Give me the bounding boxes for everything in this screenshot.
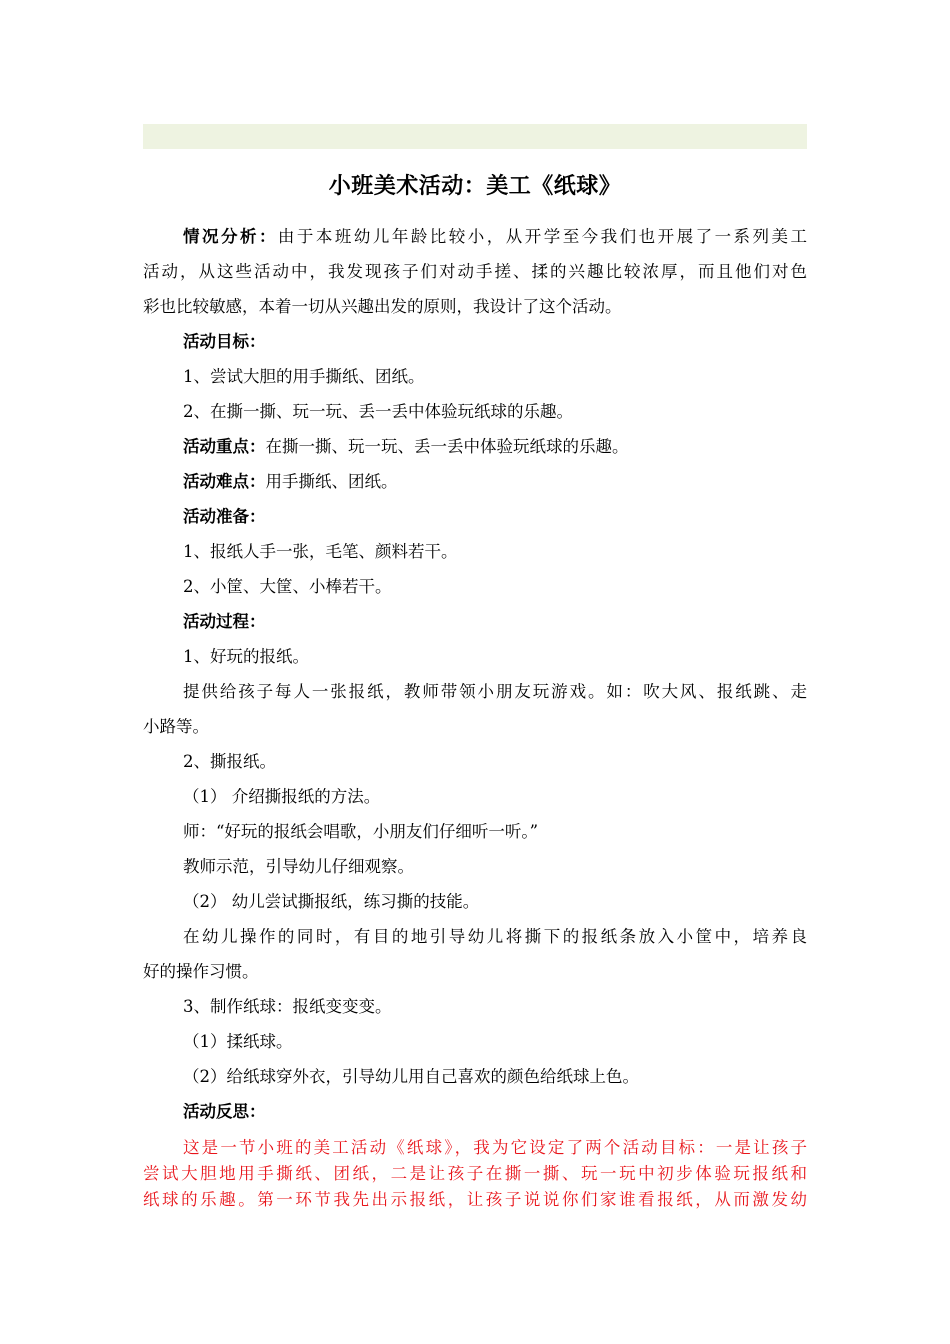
reflection-line-3: 纸球的乐趣。第一环节我先出示报纸，让孩子说说你们家谁看报纸，从而激发幼 [143, 1190, 807, 1209]
analysis-text-1: 由于本班幼儿年龄比较小，从开学至今我们也开展了一系列美工 [277, 227, 807, 246]
step-3-2: （2）给纸球穿外衣，引导幼儿用自己喜欢的颜色给纸球上色。 [183, 1067, 639, 1086]
process-heading: 活动过程： [183, 612, 266, 631]
step-1-desc-line-1: 提供给孩子每人一张报纸，教师带领小朋友玩游戏。如：吹大风、报纸跳、走 [183, 682, 807, 701]
step-2-2-desc-line-1: 在幼儿操作的同时，有目的地引导幼儿将撕下的报纸条放入小筐中，培养良 [183, 927, 807, 946]
header-band [143, 124, 807, 149]
focus-label: 活动重点： [183, 437, 266, 456]
reflection-line-1: 这是一节小班的美工活动《纸球》，我为它设定了两个活动目标：一是让孩子 [183, 1138, 807, 1157]
reflection-line-2: 尝试大胆地用手撕纸、团纸，二是让孩子在撕一撕、玩一玩中初步体验玩报纸和 [143, 1164, 807, 1183]
goals-heading: 活动目标： [183, 332, 266, 351]
difficulty-line [143, 464, 807, 499]
step-1-desc-line-2: 小路等。 [143, 717, 209, 736]
analysis-line-2: 活动，从这些活动中，我发现孩子们对动手搓、揉的兴趣比较浓厚，而且他们对色 [143, 262, 807, 281]
prep-item-2: 2、小筐、大筐、小棒若干。 [183, 577, 392, 596]
step-3-1: （1）揉纸球。 [183, 1032, 293, 1051]
analysis-label: 情况分析： [183, 227, 278, 246]
step-2-1: （1） 介绍撕报纸的方法。 [183, 787, 381, 806]
step-2-1-demo: 教师示范，引导幼儿仔细观察。 [183, 857, 414, 876]
goal-item-2: 2、在撕一撕、玩一玩、丢一丢中体验玩纸球的乐趣。 [183, 402, 573, 421]
step-1: 1、好玩的报纸。 [183, 647, 309, 666]
focus-text: 在撕一撕、玩一玩、丢一丢中体验玩纸球的乐趣。 [265, 437, 629, 456]
step-2-2: （2） 幼儿尝试撕报纸，练习撕的技能。 [183, 892, 480, 911]
step-2: 2、撕报纸。 [183, 752, 276, 771]
analysis-line-1 [143, 219, 807, 254]
difficulty-text: 用手撕纸、团纸。 [265, 472, 398, 491]
focus-line [143, 429, 807, 464]
goal-item-1: 1、尝试大胆的用手撕纸、团纸。 [183, 367, 425, 386]
difficulty-label: 活动难点： [183, 472, 266, 491]
document-body [143, 219, 807, 1213]
analysis-line-3: 彩也比较敏感，本着一切从兴趣出发的原则，我设计了这个活动。 [143, 297, 622, 316]
prep-heading: 活动准备： [183, 507, 266, 526]
step-3: 3、制作纸球：报纸变变变。 [183, 997, 392, 1016]
step-2-1-quote: 师：“好玩的报纸会唱歌，小朋友们仔细听一听。” [183, 822, 539, 841]
page-title: 小班美术活动：美工《纸球》 [328, 173, 622, 199]
step-2-2-desc-line-2: 好的操作习惯。 [143, 962, 259, 981]
prep-item-1: 1、报纸人手一张，毛笔、颜料若干。 [183, 542, 458, 561]
reflection-heading: 活动反思： [183, 1102, 266, 1121]
